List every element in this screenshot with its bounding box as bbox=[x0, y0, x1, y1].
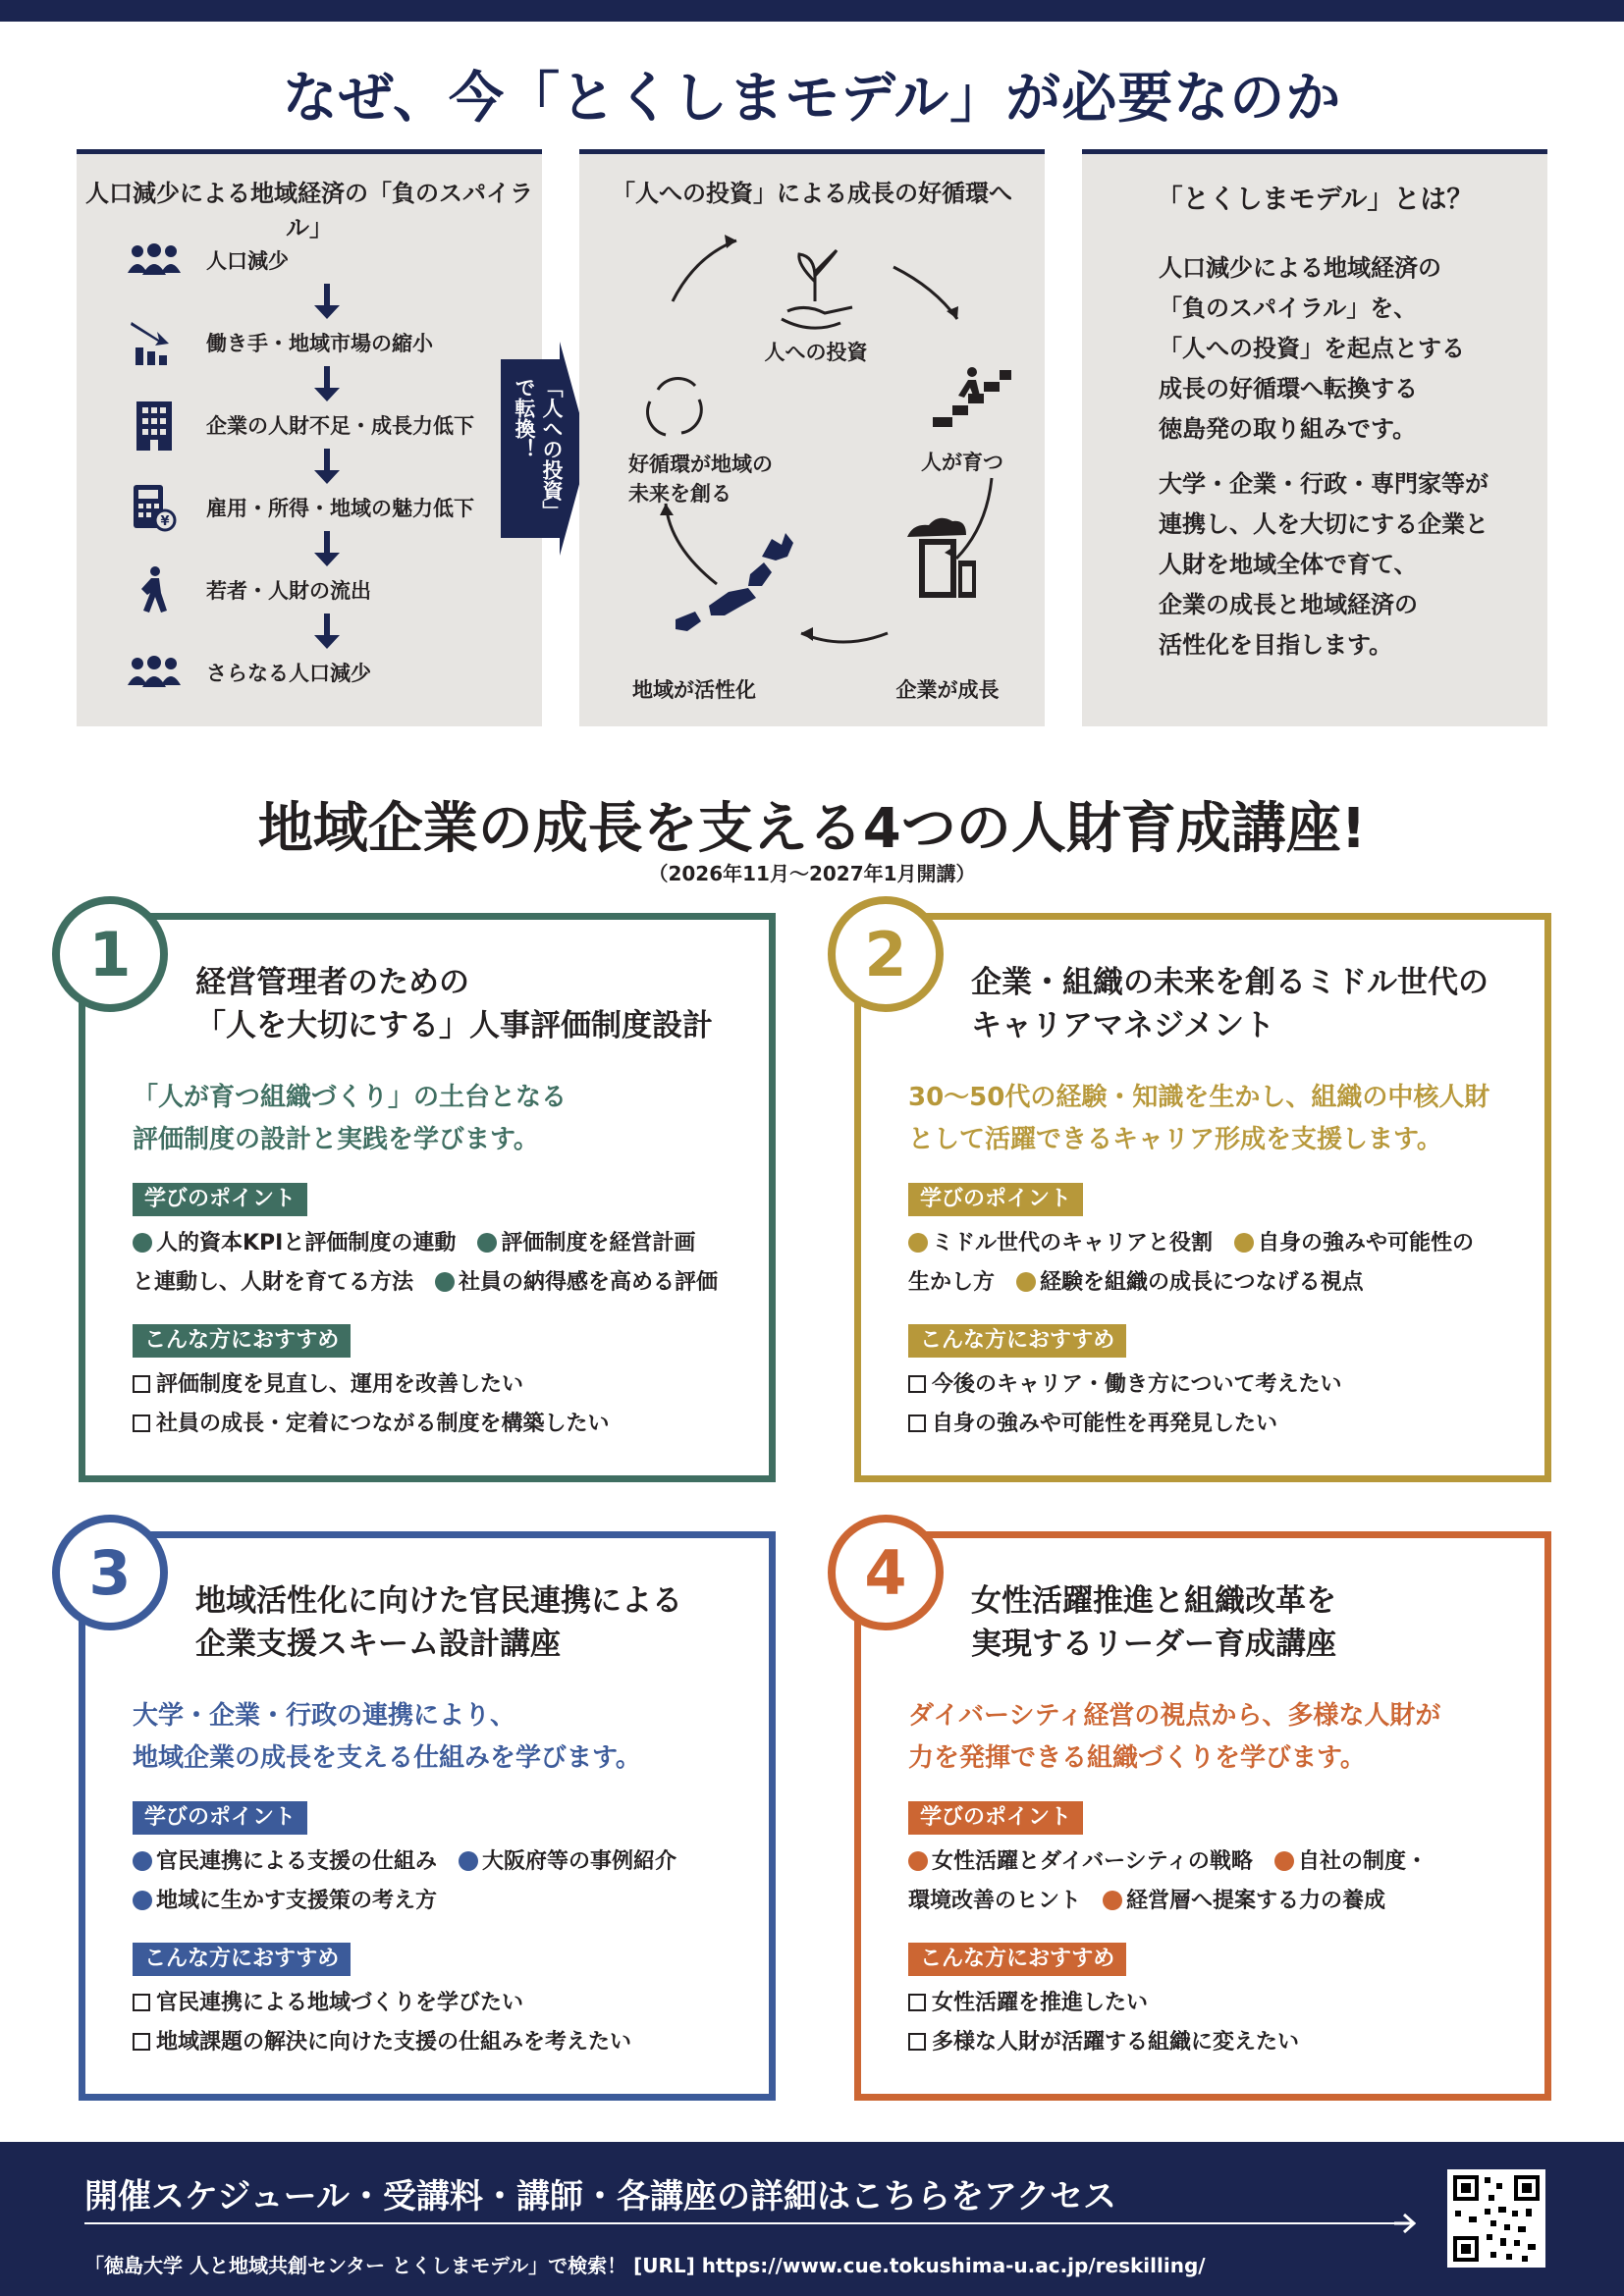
down-arrow-icon bbox=[314, 449, 340, 484]
recommend-list: 女性活躍を推進したい 多様な人財が活躍する組織に変えたい bbox=[908, 1984, 1537, 2062]
courses-title: 地域企業の成長を支える4つの人財育成講座! bbox=[257, 797, 1367, 861]
cycle-invest: 人への投資 bbox=[764, 341, 868, 364]
bullet-dot-icon bbox=[459, 1851, 478, 1871]
bullet-dot-icon bbox=[435, 1272, 455, 1292]
spiral-step bbox=[126, 237, 289, 284]
course-card-4 bbox=[854, 1531, 1551, 2101]
course-number-badge: 4 bbox=[828, 1515, 944, 1630]
course-number-badge: 3 bbox=[52, 1515, 168, 1630]
bullet-dot-icon bbox=[133, 1891, 152, 1910]
recommend-list: 今後のキャリア・働き方について考えたい 自身の強みや可能性を再発見したい bbox=[908, 1365, 1537, 1444]
spiral-panel bbox=[77, 149, 542, 726]
checkbox-icon bbox=[133, 2033, 150, 2051]
cycle-company: 企業が成長 bbox=[895, 678, 1000, 702]
spiral-step bbox=[126, 484, 474, 531]
points-tag: 学びのポイント bbox=[133, 1801, 307, 1835]
course-lead: 30～50代の経験・知識を生かし、組織の中核人財 として活躍できるキャリア形成を支援します。 bbox=[908, 1083, 1490, 1154]
down-arrow-icon bbox=[314, 614, 340, 649]
spiral-step-label: 若者・人財の流出 bbox=[206, 579, 371, 603]
qr-code-icon[interactable] bbox=[1447, 2169, 1545, 2268]
spiral-step-label: 雇用・所得・地域の魅力低下 bbox=[206, 497, 474, 520]
cycle-panel bbox=[579, 149, 1045, 726]
svg-text:¥: ¥ bbox=[160, 514, 170, 529]
course-card-3 bbox=[79, 1531, 776, 2101]
checkbox-icon bbox=[908, 2033, 926, 2051]
course-card-2 bbox=[854, 913, 1551, 1482]
people-group-icon bbox=[126, 649, 183, 696]
footer-divider bbox=[84, 2222, 1410, 2224]
calculator-yen-icon bbox=[126, 484, 183, 531]
down-arrow-icon bbox=[314, 366, 340, 401]
down-arrow-icon bbox=[314, 284, 340, 319]
spiral-step-label: さらなる人口減少 bbox=[206, 662, 371, 685]
bullet-dot-icon bbox=[133, 1233, 152, 1253]
recommend-tag: こんな方におすすめ bbox=[908, 1943, 1126, 1976]
course-number-badge: 1 bbox=[52, 896, 168, 1012]
checkbox-icon bbox=[133, 1375, 150, 1393]
checkbox-icon bbox=[908, 1415, 926, 1432]
checkbox-icon bbox=[133, 1994, 150, 2011]
walking-person-icon bbox=[126, 566, 183, 614]
course-number-badge: 2 bbox=[828, 896, 944, 1012]
transition-label: 「人への投資」で転換！ bbox=[513, 377, 564, 511]
course-title: 地域活性化に向けた官民連携による 企業支援スキーム設計講座 bbox=[195, 1583, 682, 1662]
cycle-grow: 人が育つ bbox=[921, 451, 1003, 474]
spiral-step-label: 企業の人財不足・成長力低下 bbox=[206, 414, 474, 438]
down-arrow-icon bbox=[314, 531, 340, 566]
course-title: 経営管理者のための 「人を大切にする」人事評価制度設計 bbox=[195, 965, 713, 1043]
cycle-arrows-icon bbox=[648, 378, 702, 435]
bullet-dot-icon bbox=[1016, 1272, 1036, 1292]
bullet-dot-icon bbox=[133, 1851, 152, 1871]
hand-sprout-icon bbox=[782, 250, 852, 328]
course-lead: ダイバーシティ経営の視点から、多様な人財が 力を発揮できる組織づくりを学びます。 bbox=[908, 1701, 1441, 1773]
points-list: 人的資本KPIと評価制度の連動 評価制度を経営計画 と連動し、人財を育てる方法 社員の納得感を高める評価 bbox=[133, 1231, 719, 1295]
cycle-title: 「人への投資」による成長の好循環へ bbox=[612, 180, 1012, 207]
footer-headline: 開催スケジュール・受講料・講師・各講座の詳細はこちらをアクセス bbox=[84, 2177, 1116, 2216]
checkbox-icon bbox=[908, 1994, 926, 2011]
checkbox-icon bbox=[908, 1375, 926, 1393]
model-paragraph-2: 大学・企業・行政・専門家等が 連携し、人を大切にする企業と 人財を地域全体で育て、 企業の成長と地域経済の 活性化を目指します。 bbox=[1159, 470, 1489, 659]
course-lead: 大学・企業・行政の連携により、 地域企業の成長を支える仕組みを学びます。 bbox=[133, 1701, 641, 1773]
course-lead: 「人が育つ組織づくり」の土台となる 評価制度の設計と実践を学びます。 bbox=[133, 1083, 568, 1154]
arrow-right-icon bbox=[1392, 2213, 1416, 2234]
cycle-region: 地域が活性化 bbox=[632, 678, 756, 702]
bullet-dot-icon bbox=[1274, 1851, 1294, 1871]
spiral-step bbox=[126, 566, 371, 614]
bullet-dot-icon bbox=[1103, 1891, 1122, 1910]
model-title: 「とくしまモデル」とは？ bbox=[1156, 185, 1474, 215]
recommend-list: 官民連携による地域づくりを学びたい 地域課題の解決に向けた支援の仕組みを考えたい bbox=[133, 1984, 761, 2062]
model-panel bbox=[1082, 149, 1547, 726]
spiral-step bbox=[126, 319, 433, 366]
points-list: 女性活躍とダイバーシティの戦略 自社の制度・ 環境改善のヒント 経営層へ提案する力の養成 bbox=[908, 1849, 1428, 1913]
course-title: 企業・組織の未来を創るミドル世代の キャリアマネジメント bbox=[971, 965, 1489, 1043]
points-list: 官民連携による支援の仕組み 大阪府等の事例紹介 地域に生かす支援策の考え方 bbox=[133, 1842, 761, 1921]
spiral-title: 人口減少による地域経済の「負のスパイラル」 bbox=[85, 180, 533, 241]
model-paragraph-1: 人口減少による地域経済の 「負のスパイラル」を、 「人への投資」を起点とする 成長の好循環へ転換する 徳島発の取り組みです。 bbox=[1159, 254, 1465, 443]
recommend-tag: こんな方におすすめ bbox=[133, 1943, 351, 1976]
bullet-dot-icon bbox=[477, 1233, 497, 1253]
points-tag: 学びのポイント bbox=[908, 1183, 1083, 1216]
course-title: 女性活躍推進と組織改革を 実現するリーダー育成講座 bbox=[971, 1583, 1336, 1662]
cycle-future: 好循環が地域の 未来を創る bbox=[628, 453, 773, 506]
points-tag: 学びのポイント bbox=[908, 1801, 1083, 1835]
footer bbox=[0, 2142, 1624, 2296]
people-group-icon bbox=[126, 237, 183, 284]
recommend-tag: こんな方におすすめ bbox=[133, 1324, 351, 1358]
top-bar bbox=[0, 0, 1624, 22]
office-building-icon bbox=[907, 518, 976, 598]
bullet-dot-icon bbox=[1234, 1233, 1254, 1253]
courses-period: （2026年11月～2027年1月開講） bbox=[648, 862, 976, 885]
cycle-arrows bbox=[579, 154, 1045, 731]
building-icon bbox=[126, 401, 183, 449]
checkbox-icon bbox=[133, 1415, 150, 1432]
spiral-step bbox=[126, 649, 371, 696]
recommend-tag: こんな方におすすめ bbox=[908, 1324, 1126, 1358]
points-list: ミドル世代のキャリアと役割 自身の強みや可能性の 生かし方 経験を組織の成長につなげる視点 bbox=[908, 1231, 1475, 1295]
course-card-1 bbox=[79, 913, 776, 1482]
bullet-dot-icon bbox=[908, 1233, 928, 1253]
recommend-list: 評価制度を見直し、運用を改善したい 社員の成長・定着につながる制度を構築したい bbox=[133, 1365, 761, 1444]
points-tag: 学びのポイント bbox=[133, 1183, 307, 1216]
spiral-step bbox=[126, 401, 474, 449]
declining-chart-icon bbox=[126, 319, 183, 366]
spiral-step-label: 働き手・地域市場の縮小 bbox=[206, 332, 433, 355]
japan-map-icon bbox=[676, 533, 793, 631]
stairs-climber-icon bbox=[933, 367, 1011, 427]
page-title: なぜ、今「とくしまモデル」が必要なのか bbox=[282, 67, 1342, 131]
bullet-dot-icon bbox=[908, 1851, 928, 1871]
footer-search-url[interactable]: 「徳島大学 人と地域共創センター とくしまモデル」で検索！ [URL] https://www.cue.tokushima-u.ac.jp/reskilling/ bbox=[84, 2254, 1206, 2277]
spiral-step-label: 人口減少 bbox=[206, 249, 289, 273]
